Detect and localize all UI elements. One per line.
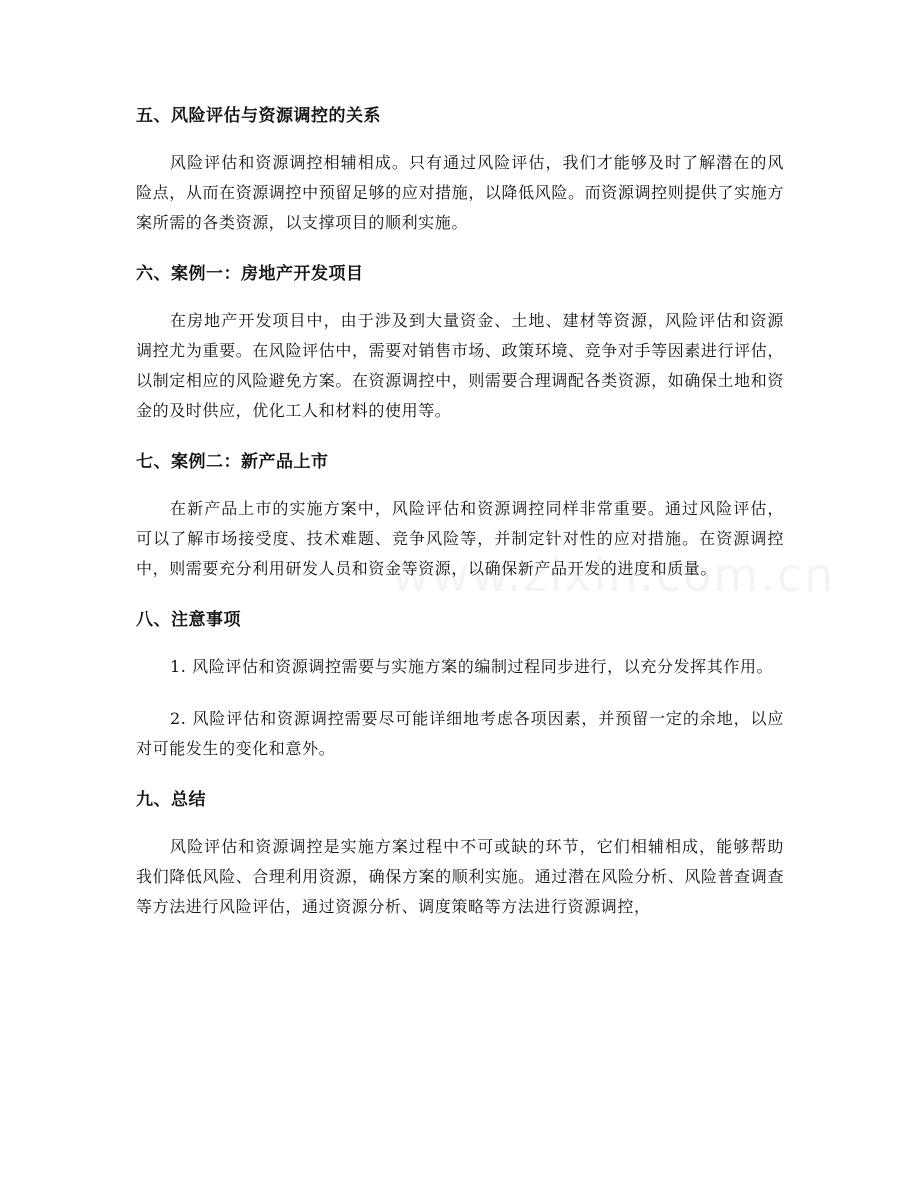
section-summary xyxy=(136,786,784,922)
paragraph: 风险评估和资源调控相辅相成。只有通过风险评估，我们才能够及时了解潜在的风险点，从而在资源调控中预留足够的应对措施，以降低风险。而资源调控则提供了实施方案所需的各类资源，以支撑项目的顺利实施。 xyxy=(136,153,784,232)
section-case-new-product xyxy=(136,448,784,584)
paragraph: 风险评估和资源调控是实施方案过程中不可或缺的环节，它们相辅相成，能够帮助我们降低风险、合理利用资源，确保方案的顺利实施。通过潜在风险分析、风险普查调查等方法进行风险评估，通过资源分析、调度策略等方法进行资源调控， xyxy=(136,837,784,916)
list-item: 1. 风险评估和资源调控需要与实施方案的编制过程同步进行，以充分发挥其作用。 xyxy=(170,657,774,676)
section-relationship xyxy=(136,102,784,238)
section-heading: 九、总结 xyxy=(136,790,206,810)
section-heading: 六、案例一：房地产开发项目 xyxy=(136,264,364,284)
section-heading: 八、注意事项 xyxy=(136,610,241,630)
section-heading: 五、风险评估与资源调控的关系 xyxy=(136,106,381,126)
section-case-real-estate xyxy=(136,260,784,426)
section-heading: 七、案例二：新产品上市 xyxy=(136,452,329,472)
paragraph: 在新产品上市的实施方案中，风险评估和资源调控同样非常重要。通过风险评估，可以了解市场接受度、技术难题、竞争风险等，并制定针对性的应对措施。在资源调控中，则需要充分利用研发人员和资金等资源，以确保新产品开发的进度和质量。 xyxy=(136,499,784,578)
document-body xyxy=(136,102,784,944)
section-notes xyxy=(136,606,784,764)
paragraph: 在房地产开发项目中，由于涉及到大量资金、土地、建材等资源，风险评估和资源调控尤为重要。在风险评估中，需要对销售市场、政策环境、竞争对手等因素进行评估，以制定相应的风险避免方案。在资源调控中，则需要合理调配各类资源，如确保土地和资金的及时供应，优化工人和材料的使用等。 xyxy=(136,311,784,420)
list-item: 2. 风险评估和资源调控需要尽可能详细地考虑各项因素，并预留一定的余地，以应对可能发生的变化和意外。 xyxy=(136,709,784,758)
